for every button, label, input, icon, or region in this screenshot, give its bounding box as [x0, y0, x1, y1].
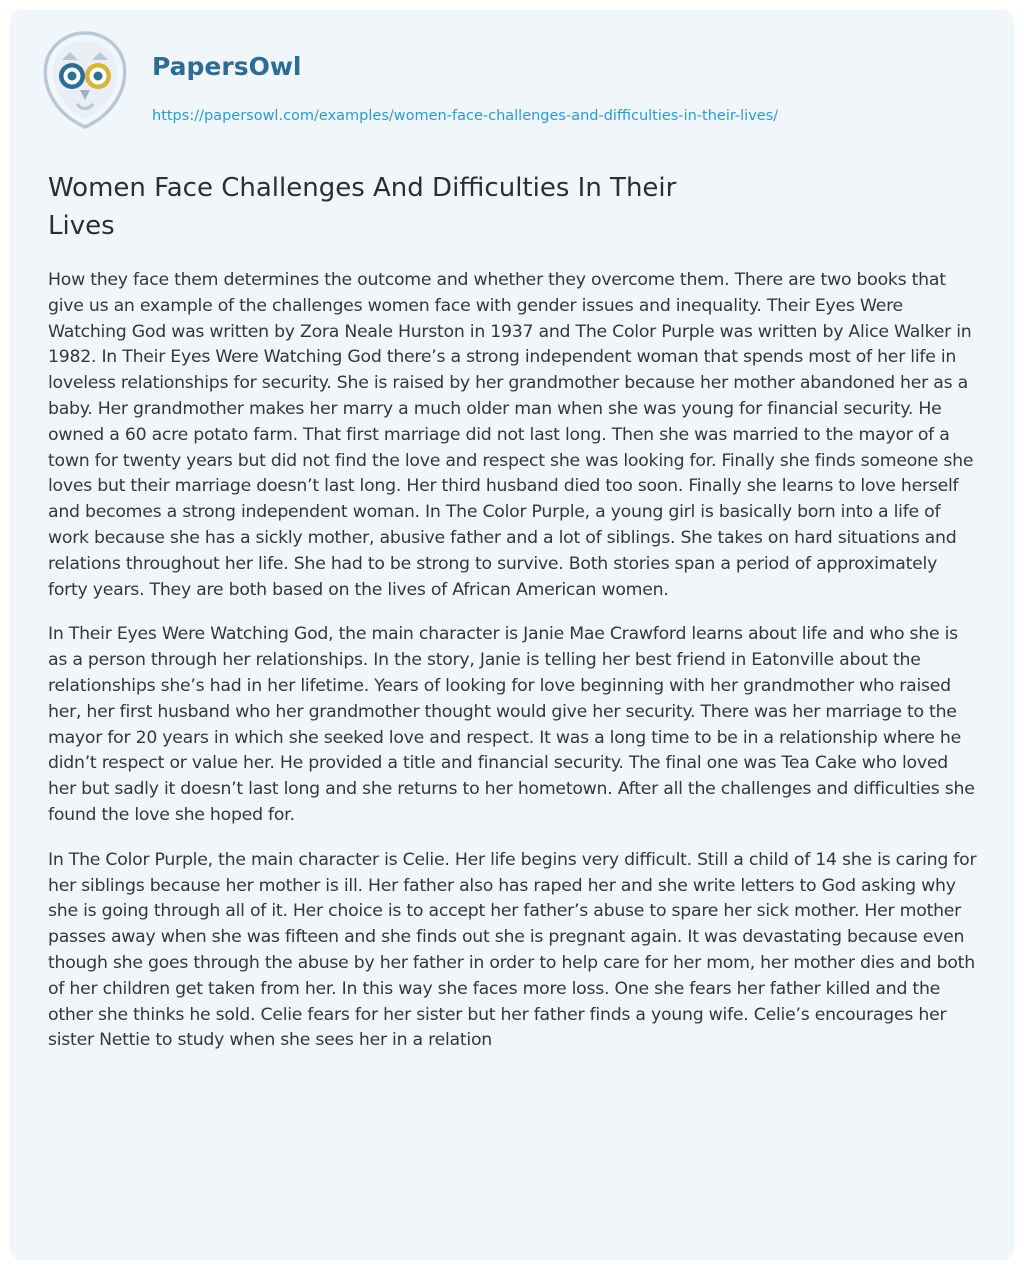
document-body	[48, 268, 978, 1073]
paragraph-2: In Their Eyes Were Watching God, the main character is Janie Mae Crawford learns about life and who she is as a person through her relationships. In the story, Janie is telling her best friend in Eatonville about the relationships she’s had in her lifetime. Years of looking for love beginning with her grandmother who raised her, her first husband who her grandmother thought would give her security. There was her marriage to the mayor for 20 years in which she seeked love and respect. It was a long time to be in a relationship where he didn’t respect or value her. He provided a title and financial security. The final one was Tea Cake who loved her but sadly it doesn’t last long and she returns to her hometown. After all the challenges and difficulties she found the love she hoped for.	[48, 624, 975, 825]
source-url-link[interactable]: https://papersowl.com/examples/women-face-challenges-and-difficulties-in-their-lives/	[152, 108, 779, 124]
paragraph-1: How they face them determines the outcome and whether they overcome them. There are two books that give us an example of the challenges women face with gender issues and inequality. Their Eyes Were Watching God was written by Zora Neale Hurston in 1937 and The Color Purple was written by Alice Walker in 1982. In Their Eyes Were Watching God there’s a strong independent woman that spends most of her life in loveless relationships for security. She is raised by her grandmother because her mother abandoned her as a baby. Her grandmother makes her marry a much older man when she was young for financial security. He owned a 60 acre potato farm. That first marriage did not last long. Then she was married to the mayor of a town for twenty years but did not find the love and respect she was looking for. Finally she finds someone she loves but their marriage doesn’t last long. Her third husband died too soon. Finally she learns to love herself and becomes a strong independent woman. In The Color Purple, a young girl is basically born into a life of work because she has a sickly mother, abusive father and a lot of siblings. She takes on hard situations and relations throughout her life. She had to be strong to survive. Both stories span a period of approximately forty years. They are both based on the lives of African American women.	[48, 270, 974, 600]
owl-icon	[40, 30, 130, 130]
document-title: Women Face Challenges And Difficulties In Their Lives	[48, 173, 677, 241]
paragraph-3: In The Color Purple, the main character is Celie. Her life begins very difficult. Still a child of 14 she is caring for her siblings because her mother is ill. Her father also has raped her and she write letters to God asking why she is going through all of it. Her choice is to accept her father’s abuse to spare her sick mother. Her mother passes away when she was fifteen and she finds out she is pregnant again. It was devastating because even though she goes through the abuse by her father in order to help care for her mom, her mother dies and both of her children get taken from her. In this way she faces more loss. One she fears her father killed and the other she thinks he sold. Celie fears for her sister but her father finds a young wife. Celie’s encourages her sister Nettie to study when she sees her in a relation	[48, 849, 977, 1051]
brand-name: PapersOwl	[152, 52, 302, 81]
